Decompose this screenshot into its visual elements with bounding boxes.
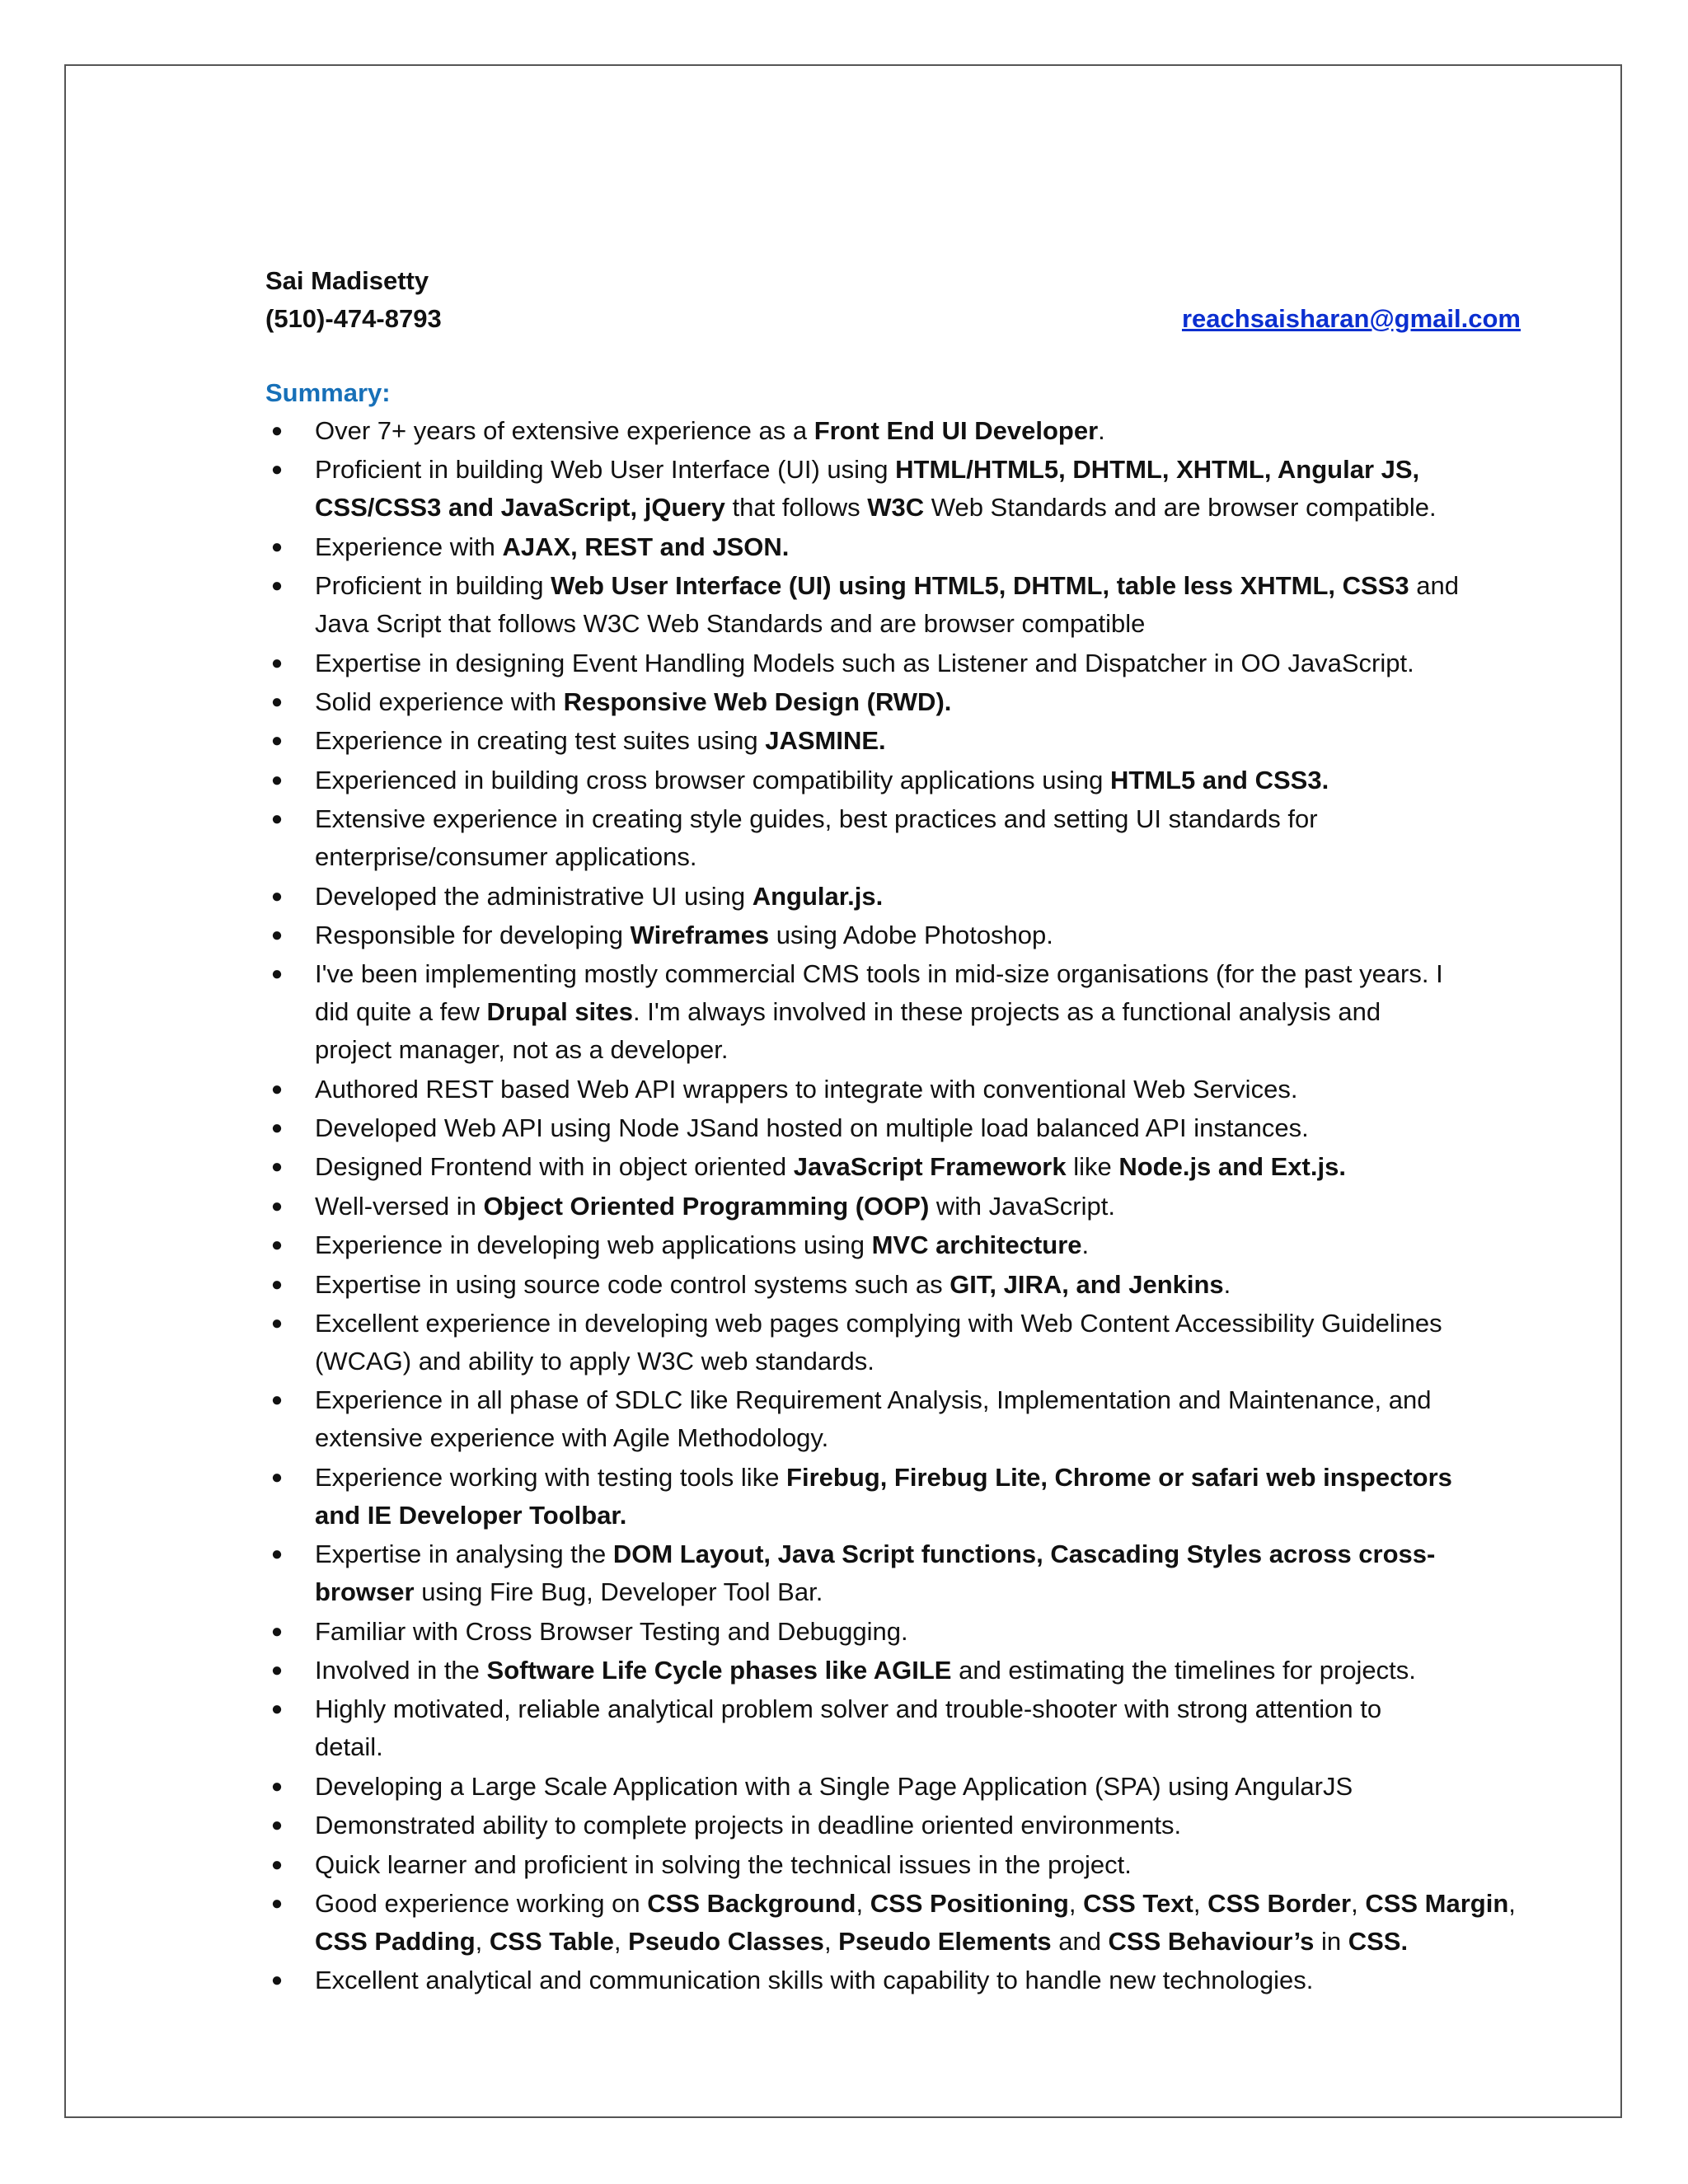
bold-text: AJAX, REST and JSON. — [502, 532, 790, 561]
bullet-icon: ● — [270, 1774, 284, 1797]
candidate-name: Sai Madisetty — [265, 266, 429, 295]
text: Expertise in analysing the — [315, 1540, 613, 1569]
summary-item-text — [315, 1768, 1551, 1806]
summary-item-line — [315, 1652, 1551, 1690]
text: Authored REST based Web API wrappers to integrate with conventional Web Services. — [315, 1074, 1298, 1104]
summary-item-line — [315, 1459, 1551, 1497]
bullet-icon: ● — [270, 1814, 284, 1837]
text: enterprise/consumer applications. — [315, 842, 697, 872]
summary-item-line — [315, 683, 1551, 721]
bullet-icon: ● — [270, 419, 284, 442]
text: Developed the administrative UI using — [315, 881, 753, 911]
summary-item-line — [315, 838, 1551, 876]
bold-text: Software Life Cycle phases like AGILE — [486, 1655, 952, 1685]
bold-text: CSS Border — [1207, 1888, 1352, 1918]
text: . I'm always involved in these projects as a functional analysis and — [632, 997, 1381, 1027]
text: did quite a few — [315, 997, 487, 1027]
email-link[interactable]: reachsaisharan@gmail.com — [1181, 304, 1521, 333]
text: . — [1081, 1230, 1090, 1260]
summary-item-text — [315, 722, 1551, 760]
summary-item-line — [315, 1381, 1551, 1419]
bold-text: Pseudo Elements — [838, 1926, 1052, 1956]
text: Experience in developing web applications using — [315, 1230, 872, 1260]
summary-item-line — [315, 1497, 1551, 1535]
text: , — [1068, 1888, 1084, 1918]
summary-item — [265, 1613, 1551, 1651]
text: Proficient in building — [315, 571, 551, 601]
bold-text: HTML5 and CSS3. — [1109, 765, 1329, 794]
text: Demonstrated ability to complete projects in deadline oriented environments. — [315, 1811, 1182, 1840]
summary-item — [265, 878, 1551, 916]
bullet-icon: ● — [270, 1891, 284, 1915]
summary-item-line — [315, 1961, 1551, 1999]
text: , — [1351, 1888, 1366, 1918]
bold-text: Pseudo Classes — [628, 1926, 824, 1956]
summary-item-text — [315, 451, 1551, 527]
text: Proficient in building Web User Interface (UI) using — [315, 455, 896, 485]
summary-list — [265, 412, 1551, 1999]
text: , — [613, 1926, 629, 1956]
text: Quick learner and proficient in solving the technical issues in the project. — [315, 1849, 1132, 1879]
text: using Adobe Photoshop. — [769, 920, 1053, 949]
summary-item-text — [315, 1071, 1551, 1108]
summary-item — [265, 1885, 1551, 1961]
text: (WCAG) and ability to apply W3C web standards. — [315, 1347, 874, 1376]
bold-text: CSS Background — [647, 1888, 856, 1918]
summary-item-line — [315, 1305, 1551, 1343]
text: and estimating the timelines for projects. — [951, 1655, 1416, 1685]
text: Over 7+ years of extensive experience as a — [315, 416, 814, 445]
summary-item — [265, 528, 1551, 566]
summary-item-text — [315, 1807, 1551, 1844]
bold-text: Node.js and Ext.js. — [1118, 1152, 1346, 1182]
bullet-icon: ● — [270, 1969, 284, 1992]
text: Good experience working on — [315, 1888, 648, 1918]
text: , — [856, 1888, 870, 1918]
summary-item-line — [315, 1846, 1551, 1884]
bold-text: JASMINE. — [765, 726, 886, 756]
bullet-icon: ● — [270, 1272, 284, 1296]
summary-item — [265, 800, 1551, 876]
text: in — [1314, 1926, 1348, 1956]
summary-item-text — [315, 683, 1551, 721]
summary-item-text — [315, 1459, 1551, 1535]
summary-item-text — [315, 1305, 1551, 1380]
summary-item-text — [315, 1148, 1551, 1186]
summary-item-line — [315, 1148, 1551, 1186]
summary-item-line — [315, 1690, 1551, 1728]
summary-item-line — [315, 1613, 1551, 1651]
summary-item-line — [315, 1419, 1551, 1457]
bold-text: CSS Positioning — [870, 1888, 1069, 1918]
bullet-icon: ● — [270, 574, 284, 598]
summary-item-text — [315, 1690, 1551, 1766]
summary-item-line — [315, 644, 1551, 682]
summary-item — [265, 1071, 1551, 1108]
summary-item-text — [315, 878, 1551, 916]
bullet-icon: ● — [270, 1698, 284, 1721]
bullet-icon: ● — [270, 458, 284, 481]
summary-item — [265, 1226, 1551, 1264]
text: Excellent experience in developing web pages complying with Web Content Accessibility Guidelines — [315, 1309, 1442, 1338]
summary-item-text — [315, 1535, 1551, 1611]
bullet-icon: ● — [270, 651, 284, 674]
bullet-icon: ● — [270, 1853, 284, 1876]
phone-number: (510)-474-8793 — [265, 304, 442, 333]
bold-text: Responsive Web Design (RWD). — [563, 687, 952, 716]
summary-item — [265, 1148, 1551, 1186]
bullet-icon: ● — [270, 923, 284, 946]
bold-text: Wireframes — [630, 920, 770, 949]
bold-text: CSS Text — [1083, 1888, 1193, 1918]
bullet-icon: ● — [270, 1155, 284, 1179]
bold-text: MVC architecture — [871, 1230, 1082, 1260]
summary-item — [265, 1188, 1551, 1226]
bold-text: CSS Behaviour’s — [1108, 1926, 1315, 1956]
text: Experienced in building cross browser compatibility applications using — [315, 765, 1110, 794]
bullet-icon: ● — [270, 690, 284, 713]
summary-item-line — [315, 1109, 1551, 1147]
text: Expertise in designing Event Handling Models such as Listener and Dispatcher in OO JavaScript. — [315, 648, 1414, 677]
summary-item-line — [315, 567, 1551, 605]
text: Excellent analytical and communication skills with capability to handle new technologies. — [315, 1966, 1314, 1995]
summary-item-text — [315, 1381, 1551, 1457]
summary-item — [265, 567, 1551, 643]
summary-item-line — [315, 1266, 1551, 1304]
bold-text: Front End UI Developer — [814, 416, 1099, 445]
bold-text: CSS Margin — [1365, 1888, 1509, 1918]
bold-text: CSS Table — [489, 1926, 614, 1956]
bold-text: JavaScript Framework — [793, 1152, 1067, 1182]
text: , — [1193, 1888, 1208, 1918]
summary-item-text — [315, 528, 1551, 566]
text: like — [1066, 1152, 1119, 1182]
bullet-icon: ● — [270, 729, 284, 752]
resume-content — [265, 262, 1551, 2001]
bold-text: CSS. — [1348, 1926, 1409, 1956]
bullet-icon: ● — [270, 1658, 284, 1681]
summary-item — [265, 683, 1551, 721]
bold-text: DOM Layout, Java Script functions, Cascading Styles across cross- — [612, 1540, 1436, 1569]
text: detail. — [315, 1732, 383, 1762]
bold-text: W3C — [867, 493, 925, 523]
text: . — [1098, 416, 1105, 445]
bold-text: HTML/HTML5, DHTML, XHTML, Angular JS, — [895, 455, 1420, 485]
contact-row — [265, 300, 1521, 338]
summary-item-line — [315, 878, 1551, 916]
summary-item — [265, 412, 1551, 450]
summary-item-text — [315, 1613, 1551, 1651]
bold-text: Angular.js. — [752, 881, 884, 911]
bullet-icon: ● — [270, 808, 284, 831]
summary-item-line — [315, 916, 1551, 954]
text: I've been implementing mostly commercial CMS tools in mid-size organisations (for the past years. I — [315, 959, 1443, 989]
summary-item-line — [315, 1071, 1551, 1108]
text: Web Standards and are browser compatible. — [924, 493, 1437, 523]
text: Involved in the — [315, 1655, 487, 1685]
bullet-icon: ● — [270, 535, 284, 558]
bold-text: browser — [315, 1577, 415, 1607]
text: Java Script that follows W3C Web Standards and are browser compatible — [315, 609, 1146, 639]
summary-item — [265, 1768, 1551, 1806]
text: and — [1409, 571, 1459, 601]
summary-item-text — [315, 1109, 1551, 1147]
text: Extensive experience in creating style guides, best practices and setting UI standards for — [315, 804, 1318, 834]
summary-item-text — [315, 916, 1551, 954]
text: Familiar with Cross Browser Testing and Debugging. — [315, 1616, 908, 1646]
summary-item-text — [315, 567, 1551, 643]
summary-item-line — [315, 1535, 1551, 1573]
summary-item-text — [315, 955, 1551, 1069]
summary-item-line — [315, 955, 1551, 993]
bullet-icon: ● — [270, 963, 284, 986]
text: Experience working with testing tools like — [315, 1462, 787, 1492]
summary-heading: Summary: — [265, 378, 391, 407]
summary-item-line — [315, 605, 1551, 643]
summary-item — [265, 1459, 1551, 1535]
summary-item — [265, 762, 1551, 799]
summary-item-line — [315, 1343, 1551, 1380]
text: , — [475, 1926, 490, 1956]
text: using Fire Bug, Developer Tool Bar. — [414, 1577, 823, 1607]
summary-item-text — [315, 1188, 1551, 1226]
summary-item — [265, 1807, 1551, 1844]
summary-item-line — [315, 1923, 1551, 1961]
bullet-icon: ● — [270, 1619, 284, 1643]
summary-item-line — [315, 1768, 1551, 1806]
summary-item — [265, 1535, 1551, 1611]
summary-item-text — [315, 1266, 1551, 1304]
bullet-icon: ● — [270, 1543, 284, 1566]
text: Expertise in using source code control systems such as — [315, 1269, 950, 1299]
summary-item — [265, 644, 1551, 682]
bold-text: Web User Interface (UI) using HTML5, DHTML, table less XHTML, CSS3 — [551, 571, 1409, 601]
bullet-icon: ● — [270, 884, 284, 907]
summary-item-text — [315, 1846, 1551, 1884]
bullet-icon: ● — [270, 768, 284, 791]
summary-item-text — [315, 1652, 1551, 1690]
bullet-icon: ● — [270, 1077, 284, 1100]
text: . — [1223, 1269, 1231, 1299]
text: Responsible for developing — [315, 920, 631, 949]
bold-text: GIT, JIRA, and Jenkins — [950, 1269, 1224, 1299]
bullet-icon: ● — [270, 1389, 284, 1412]
summary-item-text — [315, 644, 1551, 682]
bold-text: Drupal sites — [486, 997, 633, 1027]
bold-text: CSS Padding — [315, 1926, 476, 1956]
page-frame — [64, 64, 1622, 2118]
summary-item — [265, 1381, 1551, 1457]
summary-item — [265, 1266, 1551, 1304]
summary-item — [265, 916, 1551, 954]
summary-item — [265, 1961, 1551, 1999]
summary-item-line — [315, 451, 1551, 489]
summary-item-line — [315, 993, 1551, 1031]
bold-text: CSS/CSS3 and JavaScript, jQuery — [315, 493, 725, 523]
summary-item-text — [315, 412, 1551, 450]
summary-item — [265, 1109, 1551, 1147]
text: with JavaScript. — [929, 1191, 1115, 1221]
summary-item-line — [315, 528, 1551, 566]
bold-text: and IE Developer Toolbar. — [315, 1500, 627, 1530]
text: Well-versed in — [315, 1191, 484, 1221]
text: Designed Frontend with in object oriented — [315, 1152, 794, 1182]
text: and — [1051, 1926, 1109, 1956]
text: Experience in all phase of SDLC like Requirement Analysis, Implementation and Maintenance, and — [315, 1385, 1432, 1415]
summary-item-line — [315, 412, 1551, 450]
summary-item-line — [315, 762, 1551, 799]
summary-item-text — [315, 1961, 1551, 1999]
summary-item-line — [315, 1573, 1551, 1611]
summary-item-line — [315, 1728, 1551, 1766]
text: project manager, not as a developer. — [315, 1035, 729, 1065]
summary-item-line — [315, 1807, 1551, 1844]
text: Solid experience with — [315, 687, 564, 716]
text: Highly motivated, reliable analytical problem solver and trouble-shooter with strong attention to — [315, 1694, 1382, 1724]
summary-item-line — [315, 489, 1551, 527]
summary-item — [265, 1652, 1551, 1690]
summary-item — [265, 1690, 1551, 1766]
text: that follows — [724, 493, 868, 523]
text: , — [823, 1926, 839, 1956]
bullet-icon: ● — [270, 1234, 284, 1257]
text: Experience with — [315, 532, 503, 561]
summary-item-text — [315, 1885, 1551, 1961]
text: extensive experience with Agile Methodology. — [315, 1423, 829, 1453]
summary-item-line — [315, 1031, 1551, 1069]
summary-item-line — [315, 800, 1551, 838]
summary-item — [265, 1305, 1551, 1380]
summary-item-text — [315, 1226, 1551, 1264]
summary-item-line — [315, 1885, 1551, 1923]
summary-item-text — [315, 762, 1551, 799]
bullet-icon: ● — [270, 1312, 284, 1335]
bold-text: Firebug, Firebug Lite, Chrome or safari web inspectors — [786, 1462, 1452, 1492]
summary-item — [265, 451, 1551, 527]
summary-item-line — [315, 1188, 1551, 1226]
summary-item-text — [315, 800, 1551, 876]
summary-item-line — [315, 722, 1551, 760]
summary-item — [265, 955, 1551, 1069]
text: Developing a Large Scale Application with a Single Page Application (SPA) using AngularJS — [315, 1771, 1353, 1801]
bullet-icon: ● — [270, 1465, 284, 1488]
bold-text: Object Oriented Programming (OOP) — [483, 1191, 930, 1221]
summary-item — [265, 1846, 1551, 1884]
summary-item — [265, 722, 1551, 760]
text: , — [1508, 1888, 1516, 1918]
bullet-icon: ● — [270, 1117, 284, 1140]
summary-item-line — [315, 1226, 1551, 1264]
bullet-icon: ● — [270, 1194, 284, 1217]
text: Developed Web API using Node JSand hosted on multiple load balanced API instances. — [315, 1113, 1309, 1143]
text: Experience in creating test suites using — [315, 726, 766, 756]
